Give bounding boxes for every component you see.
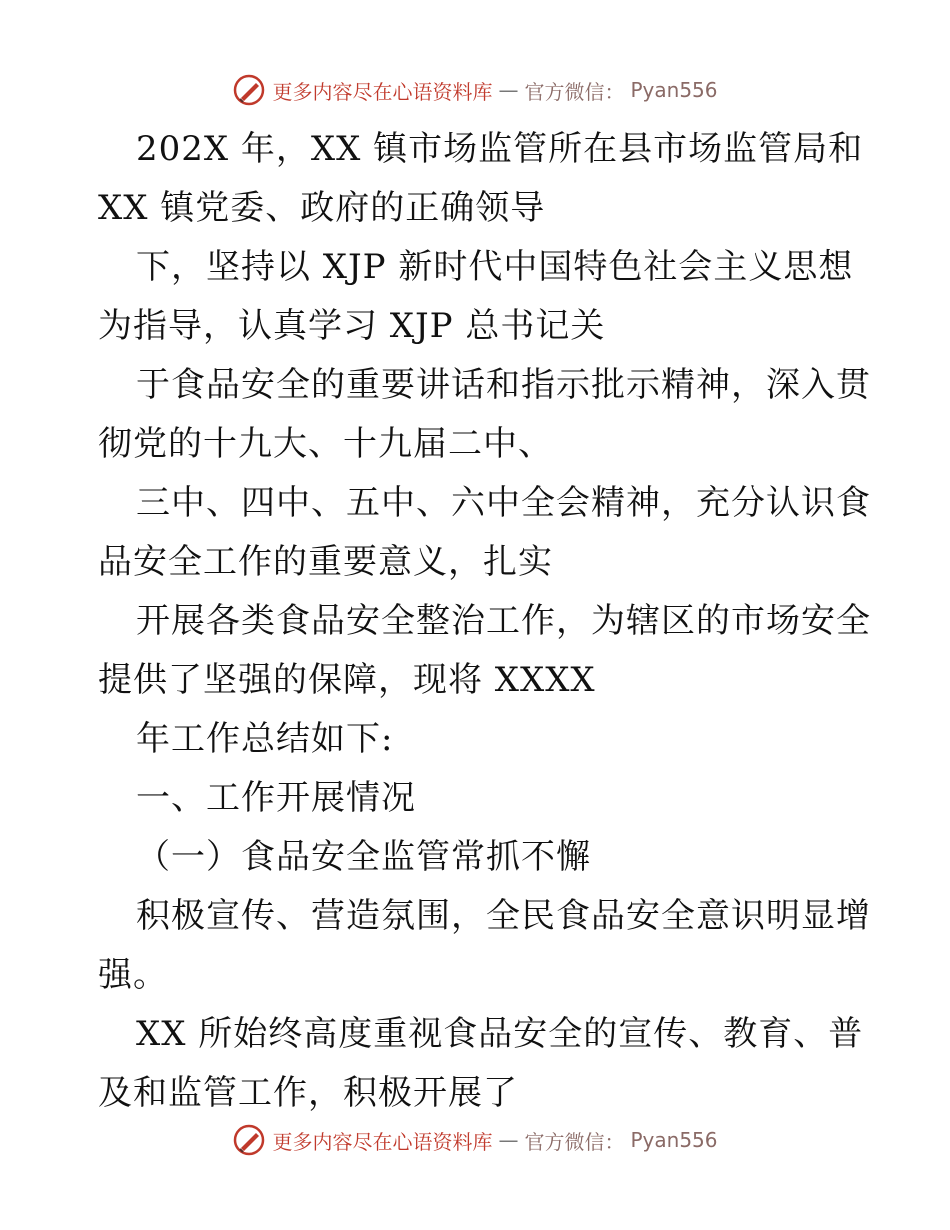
document-body (98, 120, 871, 1123)
banner-dash: — (498, 78, 519, 102)
banner-wechat-label: 官方微信： (524, 1129, 625, 1154)
text-line: 开展各类食品安全整治工作，为辖区的市场安全 (136, 601, 871, 641)
text-line: 彻党的十九大、十九届二中、 (98, 424, 553, 464)
text-line: 于食品安全的重要讲话和指示批示精神，深入贯 (136, 365, 871, 405)
text-line: 提供了坚强的保障，现将 XXXX (98, 660, 596, 700)
header-banner (0, 70, 950, 110)
text-line: 为指导，认真学习 XJP 总书记关 (98, 306, 606, 346)
footer-banner (0, 1120, 950, 1160)
banner-wechat-id: Pyan556 (630, 1128, 718, 1152)
section-heading: 一、工作开展情况 (136, 778, 416, 818)
text-line: 202X 年，XX 镇市场监管所在县市场监管局和 (136, 129, 864, 169)
subsection-heading: （一）食品安全监管常抓不懈 (136, 837, 591, 877)
text-line: 年工作总结如下: (136, 719, 394, 759)
text-line: 品安全工作的重要意义，扎实 (98, 542, 553, 582)
quill-pen-logo-icon (232, 1123, 266, 1157)
text-line: XX 所始终高度重视食品安全的宣传、教育、普 (136, 1014, 864, 1054)
text-line: 三中、四中、五中、六中全会精神，充分认识食 (136, 483, 871, 523)
quill-pen-logo-icon (232, 73, 266, 107)
banner-main-text: 更多内容尽在心语资料库 (272, 79, 493, 104)
text-line: 及和监管工作，积极开展了 (98, 1073, 518, 1113)
banner-main-text: 更多内容尽在心语资料库 (272, 1129, 493, 1154)
banner-wechat-label: 官方微信： (524, 79, 625, 104)
text-line: XX 镇党委、政府的正确领导 (98, 188, 546, 228)
banner-wechat-id: Pyan556 (630, 78, 718, 102)
text-line: 积极宣传、营造氛围，全民食品安全意识明显增 (136, 896, 871, 936)
text-line: 下，坚持以 XJP 新时代中国特色社会主义思想 (136, 247, 854, 287)
text-line: 强。 (98, 955, 168, 995)
banner-dash: — (498, 1128, 519, 1152)
